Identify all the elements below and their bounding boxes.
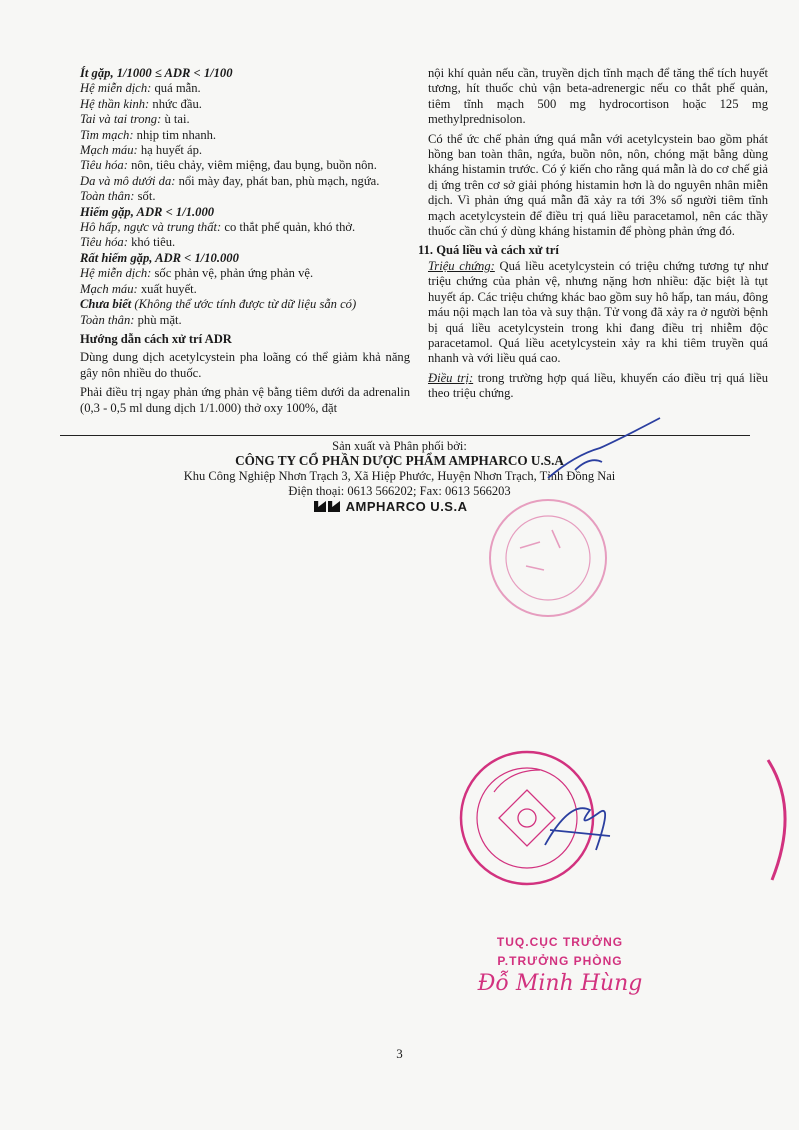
- overdose-section-heading: 11. Quá liều và cách xử trí: [418, 243, 559, 258]
- company-address: Khu Công Nghiệp Nhơn Trạch 3, Xã Hiệp Phước, Huyện Nhơn Trạch, Tỉnh Đồng Nai: [183, 469, 616, 483]
- page-number: 3: [396, 1046, 403, 1061]
- adr-item-label: Tim mạch:: [80, 127, 134, 142]
- company-signature: [548, 418, 660, 478]
- manufacturer-label: Sản xuất và Phân phối bởi:: [332, 439, 467, 453]
- adr-item-text: nôn, tiêu chảy, viêm miệng, đau bụng, buồn nôn.: [127, 158, 377, 173]
- company-seal: [490, 500, 606, 616]
- adr-item-text: co thắt phế quản, khó thở.: [221, 220, 356, 235]
- partial-seal-edge: [768, 760, 785, 880]
- adr-item-text: quá mẫn.: [151, 81, 201, 96]
- adr-item-text: hạ huyết áp.: [137, 143, 203, 158]
- adr-item-label: Mạch máu:: [80, 281, 138, 296]
- authority-line-1: TUQ.CỤC TRƯỞNG: [496, 935, 624, 949]
- adr-item-text: sốc phản vệ, phản ứng phản vệ.: [151, 266, 314, 281]
- adr-item-label: Hô hấp, ngực và trung thất:: [80, 220, 222, 235]
- authority-line-2: P.TRƯỞNG PHÒNG: [497, 954, 623, 968]
- ministry-seal: [461, 752, 593, 884]
- adr-item-text: phù mặt.: [134, 312, 182, 327]
- adr-paragraph-1: Dùng dung dịch acetylcystein pha loãng có thể giảm khả năng gây nôn nhiều do thuốc.: [80, 350, 410, 380]
- frequency-heading-very-rare: Rất hiếm gặp, ADR < 1/10.000: [80, 250, 239, 265]
- adr-item-text: nổi mày đay, phát ban, phù mạch, ngứa.: [175, 173, 380, 188]
- adr-item-label: Mạch máu:: [80, 143, 138, 158]
- adr-item-text: khó tiêu.: [127, 235, 176, 250]
- frequency-heading-rare: Hiếm gặp, ADR < 1/1.000: [80, 204, 215, 219]
- antihistamine-paragraph: Có thể ức chế phản ứng quá mẫn với acetylcystein bao gồm phát hồng ban toàn thân, ngứa, buồn nôn, nôn, chóng mặt bằng dùng kháng histamin trước. Có ý kiến cho rằng quá mẫn là do cơ chế giả dị ứng trên cơ sở giải phóng histamin hơn là do nguyên nhân miễn dịch. Vì phản ứng quá mẫn đã xảy ra tới 3% số người tiêm tĩnh mạch acetylcystein để điều trị quá liều paracetamol, nên các thầy thuốc cần chú ý dùng kháng histamin để phòng phản ứng đó.: [428, 131, 768, 239]
- adr-item-text: nhức đầu.: [149, 96, 202, 111]
- frequency-heading-unknown: Chưa biết (Không thể ước tính được từ dữ liệu sẵn có): [80, 297, 357, 312]
- adr-item-label: Toàn thân:: [80, 312, 135, 327]
- overdose-treatment-paragraph: Điều trị: trong trường hợp quá liều, khuyến cáo điều trị quá liều theo triệu chứng.: [428, 370, 768, 401]
- frequency-heading-uncommon: Ít gặp, 1/1000 ≤ ADR < 1/100: [80, 66, 233, 80]
- adr-item-text: sốt.: [134, 189, 156, 204]
- logo-text: AMPHARCO U.S.A: [345, 499, 468, 514]
- adr-item-text: ù tai.: [161, 112, 190, 127]
- adr-item-text: xuất huyết.: [137, 281, 197, 296]
- adr-item-label: Hệ thần kinh:: [80, 96, 150, 111]
- adr-item-label: Tai và tai trong:: [80, 112, 162, 127]
- adr-item-label: Hệ miễn dịch:: [80, 266, 152, 281]
- overdose-symptoms-paragraph: Triệu chứng: Quá liều acetylcystein có triệu chứng tương tự như triệu chứng của phản vệ, nhưng nặng hơn nhiều: đặc biệt là tụt huyết áp. Các triệu chứng khác bao gồm suy hô hấp, tan máu, đông máu nội mạch lan tỏa và suy thận. Tử vong đã xảy ra ở người bệnh bị quá liều acetylcystein trong khi đang điều trị nhiễm độc paracetamol. Quá liều acetylcystein xảy ra khi tiêm truyền quá nhanh và với liều quá cao.: [428, 258, 768, 366]
- adr-paragraph-2: Phải điều trị ngay phản ứng phản vệ bằng tiêm dưới da adrenalin (0,3 - 0,5 ml dung dịch 1/1.000) thở oxy 100%, đặt: [80, 385, 410, 415]
- ministry-signature: [545, 808, 610, 850]
- adr-heading: Hướng dẫn cách xử trí ADR: [80, 331, 232, 346]
- adr-item-label: Toàn thân:: [80, 189, 135, 204]
- company-phone: Điện thoại: 0613 566202; Fax: 0613 566203: [288, 484, 511, 498]
- adr-item-label: Da và mô dưới da:: [80, 173, 176, 188]
- company-name: CÔNG TY CỔ PHẦN DƯỢC PHẨM AMPHARCO U.S.A: [235, 453, 564, 468]
- signatory-name: Đỗ Minh Hùng: [477, 971, 643, 996]
- adr-item-text: nhịp tim nhanh.: [133, 127, 217, 142]
- treatment-continued-paragraph: nội khí quản nếu cần, truyền dịch tĩnh mạch để tăng thể tích huyết tương, hít thuốc chủ vận beta-adrenergic nếu co thắt phế quản, tiêm tĩnh mạch 500 mg hydrocortison hoặc 125 mg methylprednisolon.: [428, 66, 768, 127]
- adr-item-label: Tiêu hóa:: [80, 158, 128, 173]
- adr-item-label: Tiêu hóa:: [80, 235, 128, 250]
- adr-item-label: Hệ miễn dịch:: [80, 81, 152, 96]
